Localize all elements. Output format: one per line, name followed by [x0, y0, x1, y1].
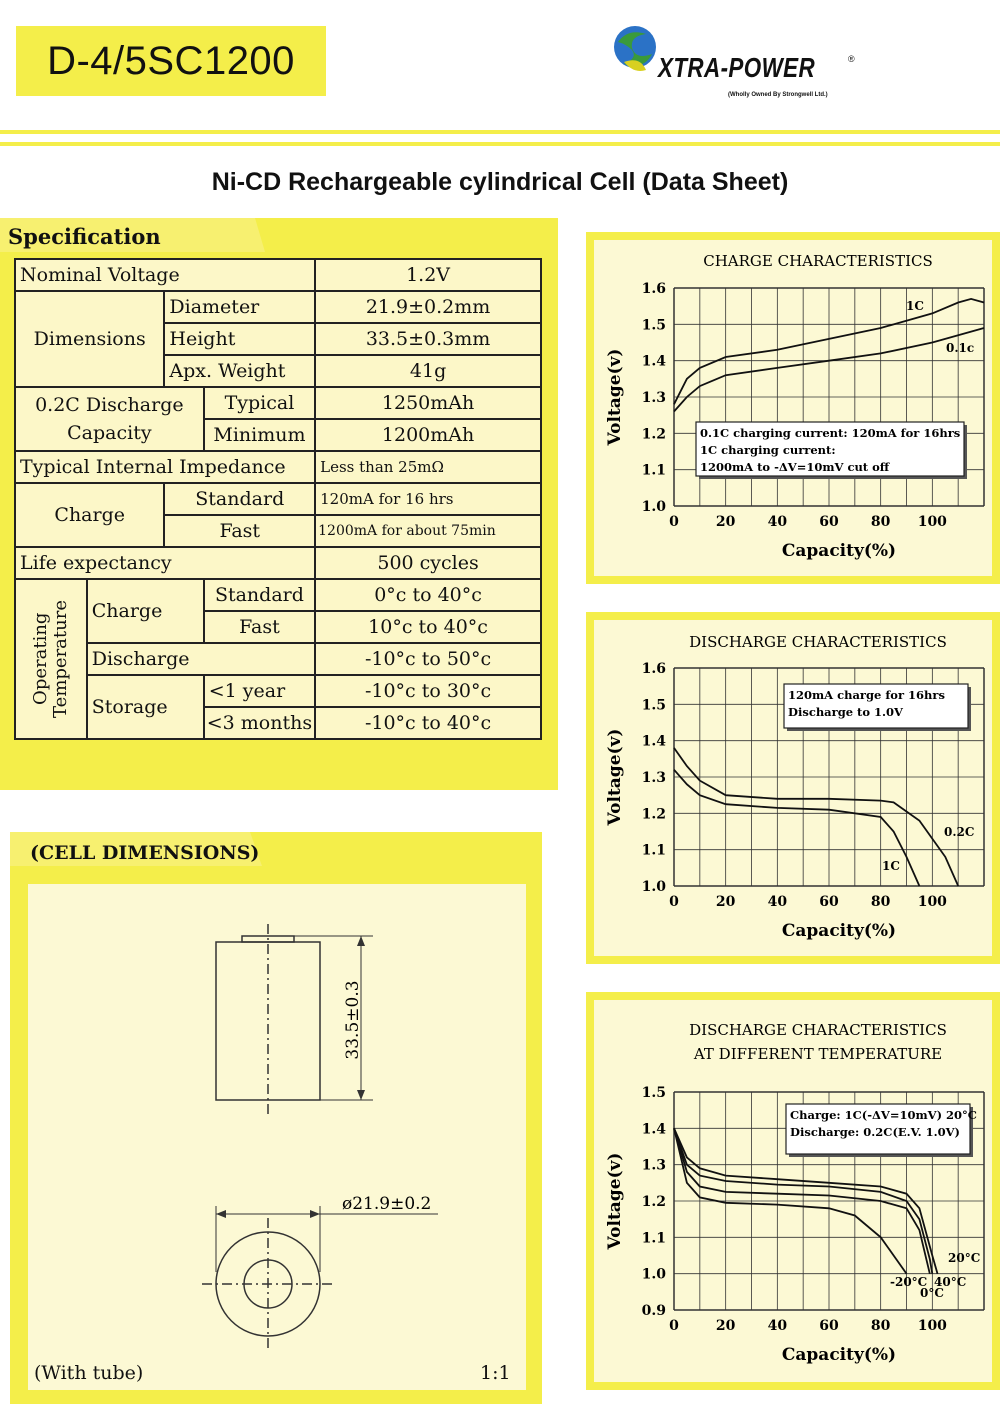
- life-label: Life expectancy: [15, 547, 315, 579]
- chart-title: CHARGE CHARACTERISTICS: [703, 252, 933, 270]
- minimum-label: Minimum: [204, 419, 315, 451]
- discharge-label: Discharge: [87, 643, 315, 675]
- series-label: 1C: [882, 859, 900, 873]
- table-row: [15, 643, 541, 675]
- with-tube-note: (With tube): [34, 1362, 144, 1384]
- y-tick-label: 1.4: [641, 353, 666, 370]
- x-tick-label: 60: [819, 1318, 839, 1334]
- table-row: [15, 547, 541, 579]
- document-title: Ni-CD Rechargeable cylindrical Cell (Data Sheet): [211, 168, 789, 196]
- y-tick-label: 1.1: [641, 1230, 666, 1247]
- y-tick-label: 1.3: [641, 1157, 666, 1174]
- chart-subtitle: AT DIFFERENT TEMPERATURE: [693, 1045, 943, 1063]
- y-tick-label: 1.3: [641, 390, 666, 406]
- table-row: [15, 291, 541, 323]
- charge-fast-label: Fast: [164, 515, 315, 547]
- op-charge-label: Charge: [87, 579, 204, 643]
- series-label: 1C: [906, 299, 924, 313]
- header-rule-top: [0, 130, 1000, 134]
- weight-value: 41g: [315, 355, 541, 387]
- chart-title: DISCHARGE CHARACTERISTICS: [689, 1021, 947, 1039]
- y-tick-label: 1.5: [641, 317, 666, 334]
- note-text: 0.1C charging current: 120mA for 16hrs: [700, 426, 961, 440]
- cell-drawing: [28, 884, 526, 1390]
- charge-characteristics-chart: [590, 236, 996, 580]
- x-tick-label: 20: [715, 894, 736, 910]
- x-tick-label: 100: [917, 514, 947, 530]
- logo-swirl-icon: [610, 20, 660, 80]
- note-text: 1200mA to -ΔV=10mV cut off: [700, 460, 890, 474]
- height-value: 33.5±0.3mm: [315, 323, 541, 355]
- diameter-dimension-label: ø21.9±0.2: [342, 1194, 432, 1214]
- registered-mark: ®: [848, 54, 855, 64]
- x-tick-label: 100: [917, 894, 947, 910]
- y-tick-label: 1.3: [641, 770, 666, 786]
- x-tick-label: 20: [715, 1318, 736, 1334]
- diameter-label: Diameter: [164, 291, 315, 323]
- x-tick-label: 20: [715, 514, 736, 530]
- discharge-characteristics-chart: [590, 616, 996, 960]
- table-row: [15, 483, 541, 515]
- y-tick-label: 1.0: [641, 499, 666, 515]
- specification-title: Specification: [8, 224, 161, 249]
- model-number: D-4/5SC1200: [16, 26, 326, 96]
- y-tick-label: 1.1: [641, 842, 666, 859]
- operating-temperature-line1: Operating: [29, 612, 51, 706]
- header-rule-bottom: [0, 142, 1000, 146]
- operating-temperature-label: [15, 579, 87, 739]
- y-tick-label: 1.6: [641, 281, 666, 297]
- y-tick-label: 1.5: [641, 697, 666, 714]
- y-axis-label: Voltage(v): [605, 1152, 625, 1250]
- y-tick-label: 1.2: [641, 806, 666, 823]
- y-tick-label: 1.4: [641, 1121, 666, 1138]
- note-text: Discharge to 1.0V: [788, 705, 903, 719]
- series-label: 0.1c: [946, 341, 975, 355]
- table-row: [15, 675, 541, 707]
- y-tick-label: 1.5: [641, 1085, 666, 1101]
- dimensions-label: Dimensions: [15, 291, 164, 387]
- y-tick-label: 1.2: [641, 1194, 666, 1210]
- table-row: [15, 259, 541, 291]
- cell-dimensions-title: (CELL DIMENSIONS): [30, 842, 260, 864]
- charge-standard-label: Standard: [164, 483, 315, 515]
- x-tick-label: 60: [819, 514, 839, 530]
- operating-temperature-line2: Temperature: [49, 600, 71, 718]
- y-tick-label: 1.0: [641, 879, 666, 895]
- minimum-value: 1200mAh: [315, 419, 541, 451]
- note-text: 120mA charge for 16hrs: [788, 688, 945, 702]
- series-label: 0°C: [920, 1286, 944, 1300]
- series-label: 20°C: [948, 1251, 981, 1265]
- storage-1y-label: <1 year: [204, 675, 315, 707]
- x-tick-label: 0: [669, 514, 679, 530]
- life-value: 500 cycles: [315, 547, 541, 579]
- table-row: [15, 387, 541, 419]
- series-line: [674, 748, 958, 886]
- note-text: Discharge: 0.2C(E.V. 1.0V): [790, 1125, 960, 1139]
- temperature-discharge-chart: [590, 996, 996, 1386]
- x-axis-label: Capacity(%): [781, 541, 897, 561]
- storage-3m-label: <3 months: [204, 707, 315, 739]
- y-tick-label: 1.0: [641, 1266, 666, 1283]
- nominal-voltage-label: Nominal Voltage: [15, 259, 315, 291]
- storage-label: Storage: [87, 675, 204, 739]
- y-axis-label: Voltage(v): [605, 728, 625, 826]
- x-tick-label: 40: [767, 514, 788, 530]
- impedance-value: Less than 25mΩ: [315, 451, 541, 483]
- storage-1y-value: -10°c to 30°c: [315, 675, 541, 707]
- x-tick-label: 60: [819, 894, 839, 910]
- x-tick-label: 100: [917, 1318, 947, 1334]
- note-text: 1C charging current:: [700, 443, 836, 457]
- x-axis-label: Capacity(%): [781, 1345, 897, 1365]
- y-tick-label: 1.1: [641, 462, 666, 479]
- x-tick-label: 40: [767, 894, 788, 910]
- op-charge-fast-value: 10°c to 40°c: [315, 611, 541, 643]
- series-label: 0.2C: [944, 825, 975, 839]
- x-tick-label: 0: [669, 894, 679, 910]
- x-tick-label: 40: [767, 1318, 788, 1334]
- y-tick-label: 1.4: [641, 733, 666, 750]
- brand-name: XTRA-POWER: [658, 52, 816, 83]
- x-tick-label: 80: [870, 894, 891, 910]
- nominal-voltage-value: 1.2V: [315, 259, 541, 291]
- y-axis-label: Voltage(v): [605, 348, 625, 446]
- capacity-label: [15, 387, 204, 451]
- x-tick-label: 80: [870, 514, 891, 530]
- chart-title: DISCHARGE CHARACTERISTICS: [689, 633, 947, 651]
- x-tick-label: 0: [669, 1318, 679, 1334]
- charge-fast-value: 1200mA for about 75min: [315, 515, 541, 547]
- op-fast-label: Fast: [204, 611, 315, 643]
- series-label: -20°C: [890, 1275, 928, 1289]
- storage-3m-value: -10°c to 40°c: [315, 707, 541, 739]
- scale-label: 1:1: [480, 1362, 511, 1384]
- x-axis-label: Capacity(%): [781, 921, 897, 941]
- impedance-label: Typical Internal Impedance: [15, 451, 315, 483]
- brand-subtitle: (Wholly Owned By Strongwell Ltd.): [728, 92, 828, 98]
- height-dimension-label: 33.5±0.3: [343, 980, 363, 1060]
- typical-value: 1250mAh: [315, 387, 541, 419]
- note-text: Charge: 1C(-ΔV=10mV) 20°C: [790, 1108, 977, 1122]
- discharge-value: -10°c to 50°c: [315, 643, 541, 675]
- brand-logo: [610, 20, 880, 110]
- y-tick-label: 1.2: [641, 426, 666, 443]
- table-row: [15, 451, 541, 483]
- table-row: [15, 579, 541, 611]
- charge-standard-value: 120mA for 16 hrs: [315, 483, 541, 515]
- weight-label: Apx. Weight: [164, 355, 315, 387]
- diameter-value: 21.9±0.2mm: [315, 291, 541, 323]
- y-tick-label: 0.9: [641, 1303, 666, 1319]
- typical-label: Typical: [204, 387, 315, 419]
- op-charge-standard-value: 0°c to 40°c: [315, 579, 541, 611]
- x-tick-label: 80: [870, 1318, 891, 1334]
- capacity-label-line2: Capacity: [67, 422, 152, 444]
- height-label: Height: [164, 323, 315, 355]
- series-label: 40°C: [934, 1275, 967, 1289]
- charge-label: Charge: [15, 483, 164, 547]
- specification-table: [14, 258, 542, 740]
- op-standard-label: Standard: [204, 579, 315, 611]
- capacity-label-line1: 0.2C Discharge: [35, 394, 184, 416]
- y-tick-label: 1.6: [641, 661, 666, 677]
